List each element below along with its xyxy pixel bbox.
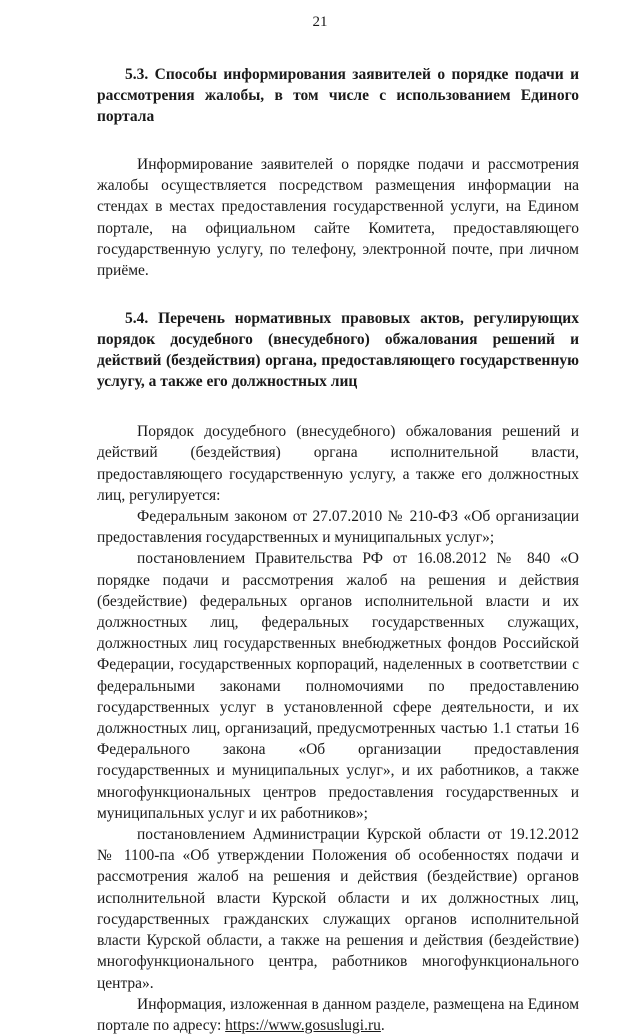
- section-5-3-heading: 5.3. Способы информирования заявителей о порядке подачи и рассмотрения жалобы, в том числе с использованием Единого портала: [97, 66, 579, 125]
- portal-info-text: Информация, изложенная в данном разделе, размещена на Едином портале по адресу:: [97, 995, 579, 1034]
- page-number: 21: [312, 14, 328, 30]
- kursk-administration-decree-reference: постановлением Администрации Курской области от 19.12.2012 № 1100-па «Об утверждении Положения об особенностях подачи и рассмотрения жалоб на решения и действия (бездействие) органов исполнительной власти Курской области и их должностных лиц, государственных гражданских служащих органов исполнительной власти Курской области, а также на решения и действия (бездействие) многофункционального центра, работников многофункционального центра».: [97, 826, 579, 992]
- section-5-4-intro: Порядок досудебного (внесудебного) обжалования решений и действий (бездействия) органа исполнительной власти, предоставляющего государственную услугу, а также его должностных лиц, регулируется:: [97, 423, 579, 504]
- portal-info-paragraph: [97, 994, 579, 1036]
- portal-info-suffix: .: [380, 1016, 385, 1034]
- gosuslugi-link[interactable]: https://www.gosuslugi.ru: [225, 1016, 381, 1034]
- government-decree-reference: постановлением Правительства РФ от 16.08.2012 № 840 «О порядке подачи и рассмотрения жалоб на решения и действия (бездействие) федеральных органов исполнительной власти и их должностных лиц, федеральных государственных служащих, должностных лиц государственных внебюджетных фондов Российской Федерации, государственных корпораций, наделенных в соответствии с федеральными законами полномочиями по предоставлению государственных услуг в установленной сфере деятельности, и их должностных лиц, организаций, предусмотренных частью 1.1 статьи 16 Федерального закона «Об организации предоставления государственных и муниципальных услуг», и их работников, а также многофункциональных центров предоставления государственных и муниципальных услуг и их работников»;: [97, 550, 579, 822]
- section-5-4-heading: 5.4. Перечень нормативных правовых актов, регулирующих порядок досудебного (внесудебного) обжалования решений и действий (бездействия) органа, предоставляющего государственную услугу, а также его должностных лиц: [97, 310, 579, 391]
- federal-law-reference: Федеральным законом от 27.07.2010 № 210-ФЗ «Об организации предоставления государственных и муниципальных услуг»;: [97, 508, 579, 547]
- document-body: [97, 64, 579, 1036]
- section-5-3-body: Информирование заявителей о порядке подачи и рассмотрения жалобы осуществляется посредством размещения информации на стендах в местах предоставления государственной услуги, на Едином портале, на официальном сайте Комитета, предоставляющего государственную услугу, по телефону, электронной почте, при личном приёме.: [97, 156, 579, 280]
